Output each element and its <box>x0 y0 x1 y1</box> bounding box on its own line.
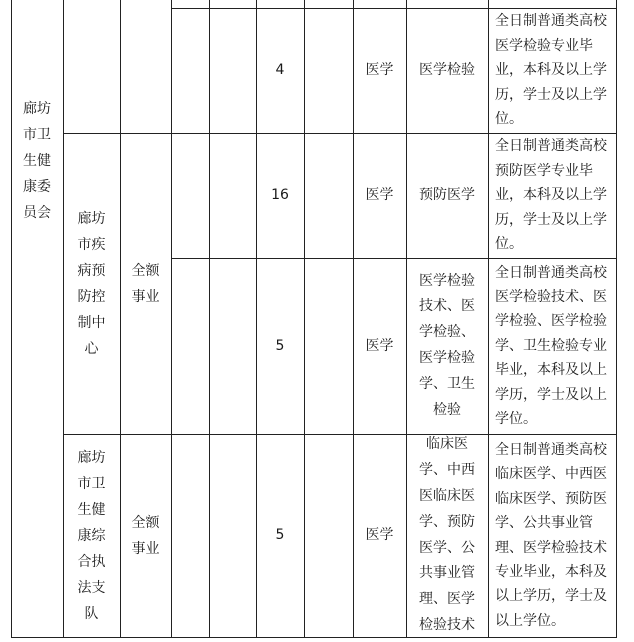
table-row-1-major <box>406 133 488 258</box>
table-row-1-count <box>256 133 304 258</box>
education-category: 医学 <box>365 187 394 204</box>
table-row-0-requirements <box>488 8 616 133</box>
requirements-text: 全日制普通类高校预防医学专业毕业，本科及以上学历，学士及以上学位。 <box>495 138 607 253</box>
unit-name: 廊坊市疾病预防控制中心 <box>77 210 106 357</box>
funding-cell-cdc <box>120 133 171 434</box>
column-divider <box>171 0 172 637</box>
table-row-0-major <box>406 8 488 133</box>
table-border-bottom <box>11 637 617 638</box>
position-count: 5 <box>275 527 285 544</box>
table-row-3-major <box>406 434 488 637</box>
requirements-text: 全日制普通类高校医学检验技术、医学检验、医学检验学、卫生检验专业毕业，本科及以上学历，学士及以上学位。 <box>495 264 607 428</box>
table-row-0-education <box>353 8 406 133</box>
unit-name: 廊坊市卫生健康综合执法支队 <box>77 449 106 622</box>
funding-type: 全额事业 <box>131 514 160 557</box>
requirements-text: 全日制普通类高校医学检验专业毕业，本科及以上学历，学士及以上学位。 <box>495 13 607 128</box>
column-divider <box>304 0 305 637</box>
unit-cell-enforcement <box>63 434 120 637</box>
education-category: 医学 <box>365 527 394 544</box>
table-row-1-education <box>353 133 406 258</box>
education-category: 医学 <box>365 62 394 79</box>
major-name: 医学检验 <box>419 62 475 79</box>
table-row-2-major <box>406 258 488 434</box>
major-name: 医学检验技术、医学检验、医学检验学、卫生检验 <box>419 272 475 418</box>
unit-cell-cdc <box>63 133 120 434</box>
major-name: 临床医学、中西医临床医学、预防医学、公共事业管理、医学检验技术 <box>419 436 475 633</box>
position-count: 5 <box>275 337 285 354</box>
education-category: 医学 <box>365 337 394 354</box>
major-name: 预防医学 <box>419 187 475 204</box>
table-border-right <box>616 0 617 637</box>
table-row-1-requirements <box>488 133 616 258</box>
requirements-text: 全日制普通类高校临床医学、中西医临床医学、预防医学、公共事业管理、医学检验技术专业毕业，本科及以上学历，学士及以上学位。 <box>495 441 607 629</box>
position-count: 4 <box>275 62 285 79</box>
funding-type: 全额事业 <box>131 262 160 305</box>
table-row-0-count <box>256 8 304 133</box>
table-row-2-requirements <box>488 258 616 434</box>
table-row-3-requirements <box>488 434 616 637</box>
employer-name: 廊坊市卫生健康委员会 <box>22 101 51 221</box>
table-row-2-education <box>353 258 406 434</box>
table-row-3-education <box>353 434 406 637</box>
table-row-3-count <box>256 434 304 637</box>
employer-cell <box>11 0 63 322</box>
column-divider <box>209 0 210 637</box>
position-count: 16 <box>271 187 289 204</box>
table-row-2-count <box>256 258 304 434</box>
funding-cell-enforcement <box>120 434 171 637</box>
